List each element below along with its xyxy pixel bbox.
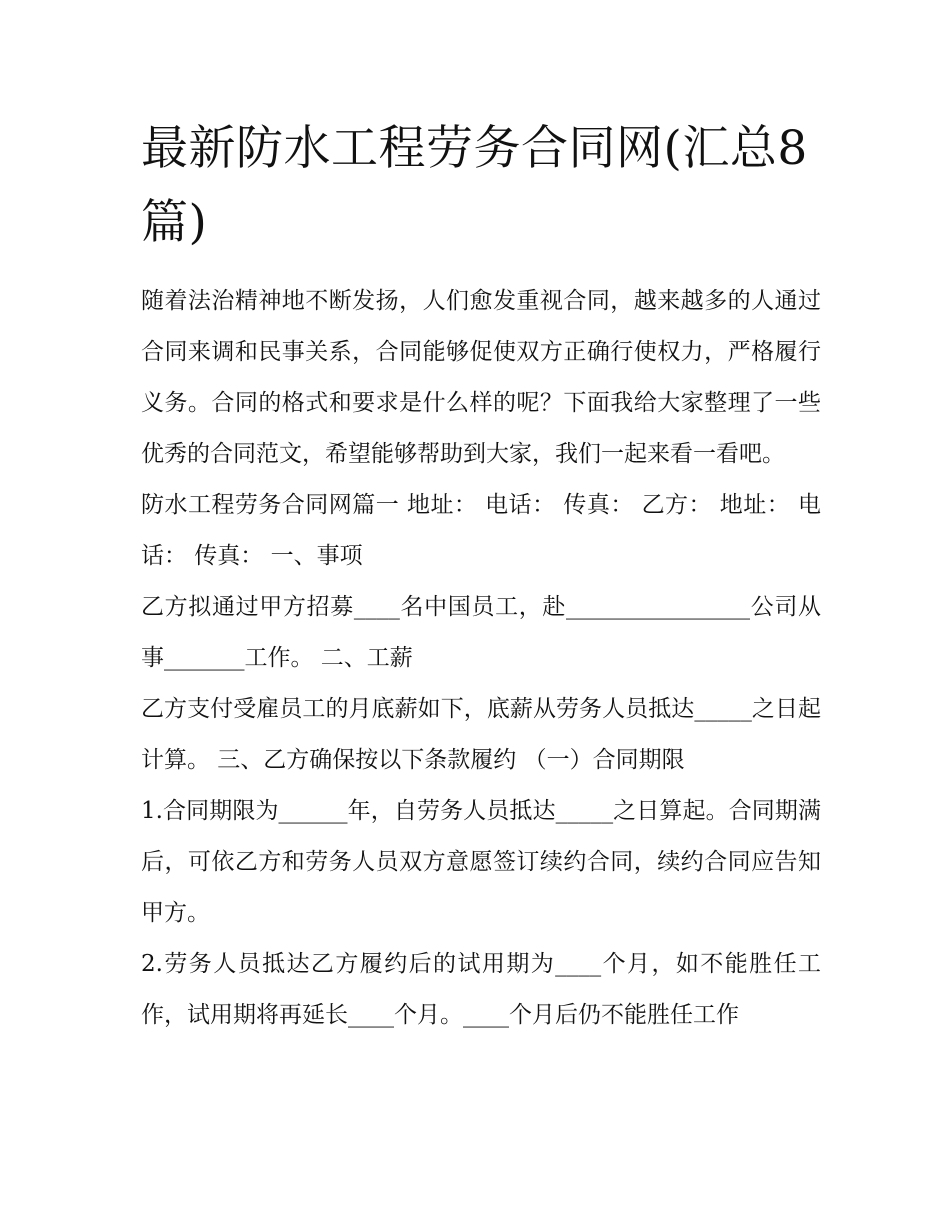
contract-header-paragraph: 防水工程劳务合同网篇一 地址： 电话： 传真： 乙方： 地址： 电话： 传真： 一、事项 bbox=[141, 492, 821, 569]
document-page bbox=[141, 112, 821, 1041]
clause-term-paragraph: 1.合同期限为______年，自劳务人员抵达_____之日算起。合同期满后，可依乙方和劳务人员双方意愿签订续约合同，续约合同应告知甲方。 bbox=[141, 798, 821, 926]
clause-probation-paragraph: 2.劳务人员抵达乙方履约后的试用期为____个月，如不能胜任工作，试用期将再延长____个月。____个月后仍不能胜任工作 bbox=[141, 951, 821, 1028]
section-matters-paragraph: 乙方拟通过甲方招募____名中国员工，赴________________公司从事_______工作。 二、工薪 bbox=[141, 594, 821, 671]
section-salary-paragraph: 乙方支付受雇员工的月底薪如下，底薪从劳务人员抵达_____之日起计算。 三、乙方确保按以下条款履约 （一）合同期限 bbox=[141, 696, 821, 773]
intro-paragraph: 随着法治精神地不断发扬，人们愈发重视合同，越来越多的人通过合同来调和民事关系，合同能够促使双方正确行使权力，严格履行义务。合同的格式和要求是什么样的呢？下面我给大家整理了一些优秀的合同范文，希望能够帮助到大家，我们一起来看一看吧。 bbox=[141, 288, 821, 467]
document-title: 最新防水工程劳务合同网(汇总8篇) bbox=[141, 121, 808, 250]
